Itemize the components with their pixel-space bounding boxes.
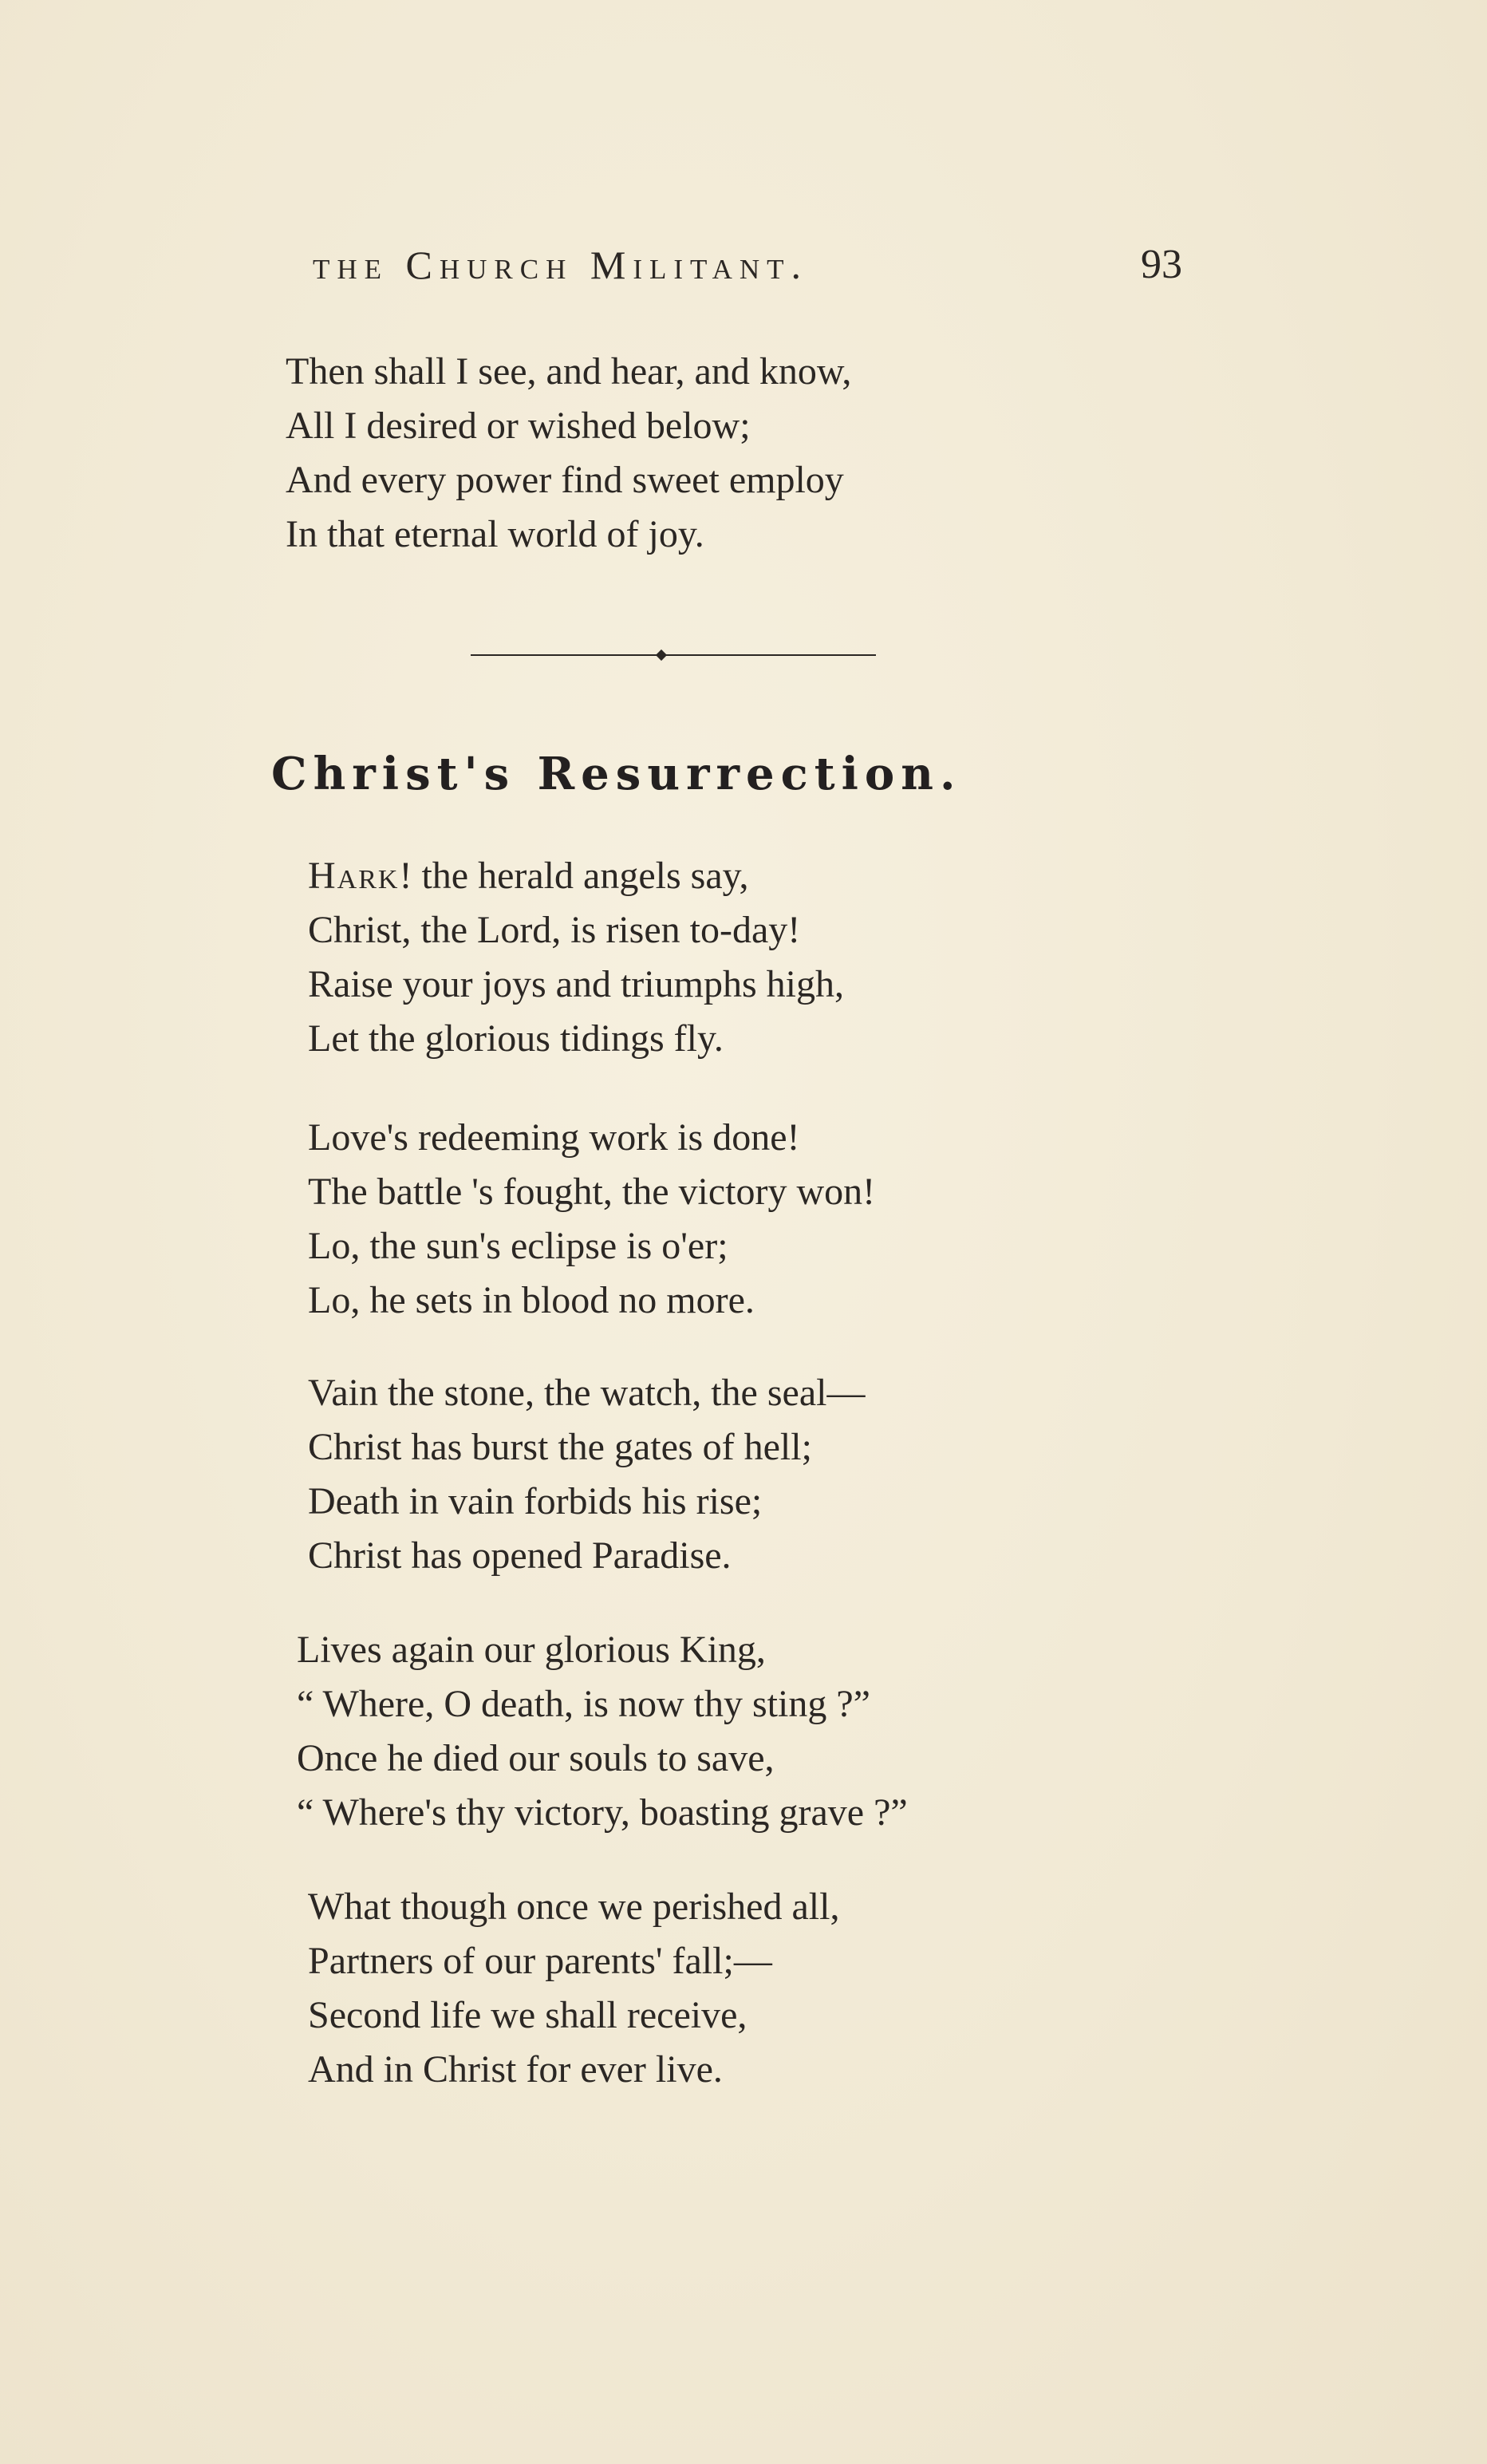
- verse-line: Lives again our glorious King,: [297, 1629, 766, 1671]
- divider-rule: [471, 654, 876, 656]
- verse-line: Partners of our parents' fall;—: [308, 1940, 772, 1982]
- verse-line: All I desired or wished below;: [286, 405, 751, 447]
- verse-line: Death in vain forbids his rise;: [308, 1480, 763, 1522]
- verse-line: Lo, the sun's eclipse is o'er;: [308, 1225, 728, 1267]
- poem-stanza-2: [308, 1111, 875, 1328]
- page-number: 93: [1141, 242, 1182, 287]
- verse-line: Once he died our souls to save,: [297, 1737, 775, 1779]
- verse-line: Let the glorious tidings fly.: [308, 1017, 724, 1060]
- verse-line: [308, 849, 844, 903]
- poem-title: Christ's Resurrection.: [271, 748, 962, 800]
- verse-line: “ Where's thy victory, boasting grave ?”: [297, 1791, 908, 1834]
- verse-line: Love's redeeming work is done!: [308, 1116, 800, 1159]
- poem-stanza-4: [297, 1623, 908, 1840]
- previous-poem-final-stanza: [286, 345, 851, 562]
- verse-line: Christ has burst the gates of hell;: [308, 1426, 812, 1468]
- section-divider: [471, 652, 876, 658]
- verse-line: Vain the stone, the watch, the seal—: [308, 1372, 866, 1414]
- verse-line: “ Where, O death, is now thy sting ?”: [297, 1683, 870, 1725]
- verse-line: Christ, the Lord, is risen to-day!: [308, 909, 801, 951]
- verse-line: And in Christ for ever live.: [308, 2048, 723, 2091]
- verse-line: Second life we shall receive,: [308, 1994, 747, 2036]
- verse-line: What though once we perished all,: [308, 1886, 840, 1928]
- verse-line: Christ has opened Paradise.: [308, 1534, 732, 1577]
- verse-line: Then shall I see, and hear, and know,: [286, 350, 852, 393]
- verse-line: The battle 's fought, the victory won!: [308, 1171, 876, 1213]
- verse-line: In that eternal world of joy.: [286, 513, 704, 555]
- verse-line-text: ! the herald angels say,: [399, 855, 749, 897]
- running-header: [313, 239, 1182, 290]
- first-word: Hark: [308, 855, 400, 897]
- poem-stanza-5: [308, 1880, 839, 2097]
- running-title: the Church Militant.: [313, 243, 809, 287]
- poem-stanza-3: [308, 1366, 865, 1583]
- verse-line: Lo, he sets in blood no more.: [308, 1279, 755, 1321]
- poem-stanza-1: [308, 849, 844, 1066]
- verse-line: Raise your joys and triumphs high,: [308, 963, 844, 1005]
- divider-ornament-icon: [656, 650, 667, 661]
- verse-line: And every power find sweet employ: [286, 459, 844, 501]
